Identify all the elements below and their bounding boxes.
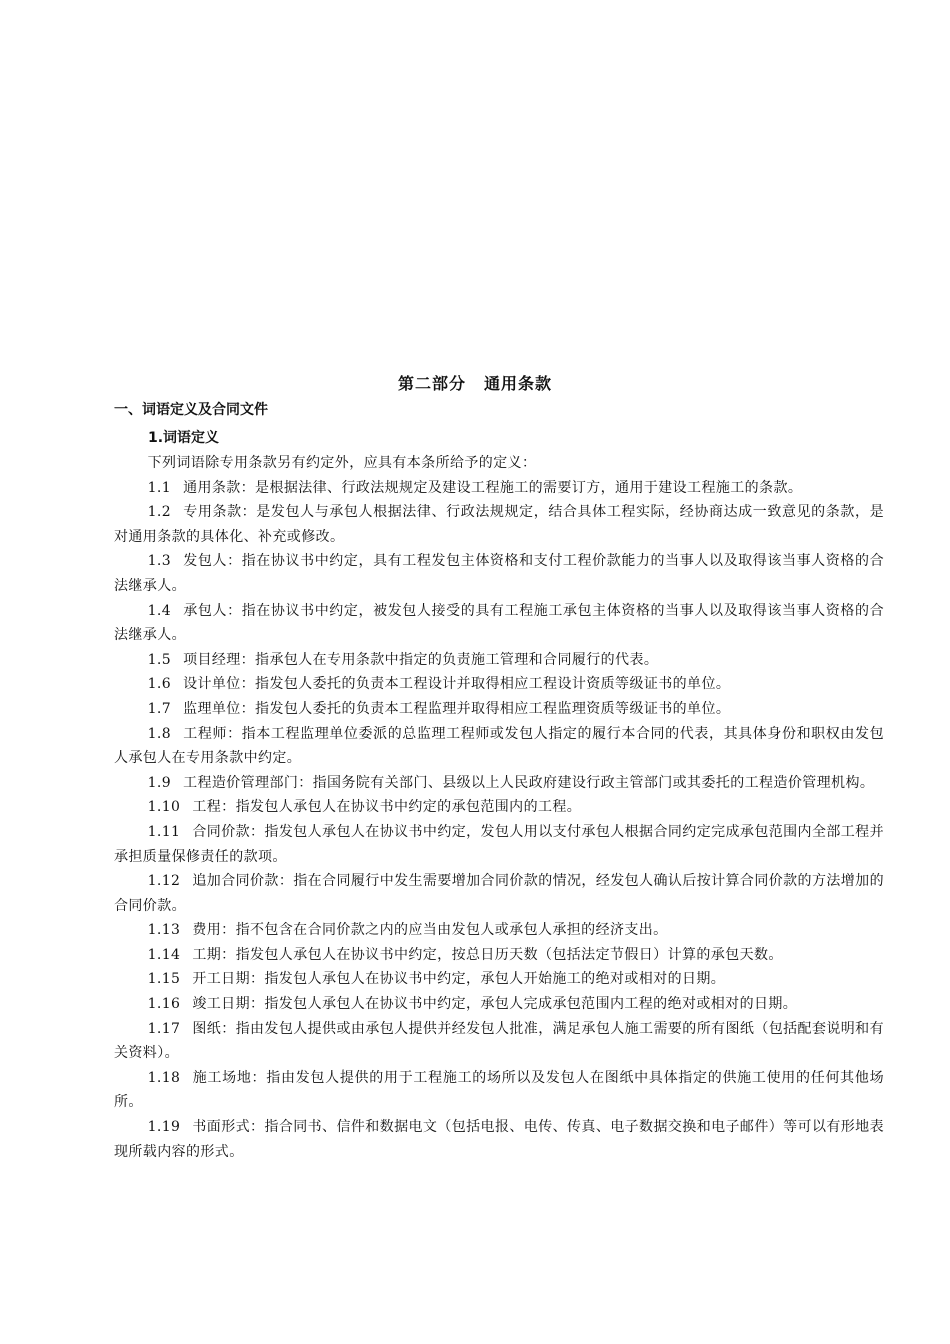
clause-paragraph <box>114 500 884 549</box>
clause-text: 开工日期：指发包人承包人在协议书中约定，承包人开始施工的绝对或相对的日期。 <box>192 971 726 988</box>
clause-paragraph <box>114 722 884 771</box>
clause-text: 工程：指发包人承包人在协议书中约定的承包范围内的工程。 <box>192 799 582 816</box>
clause-text: 合同价款：指发包人承包人在协议书中约定，发包人用以支付承包人根据合同约定完成承包范围内全部工程并承担质量保修责任的款项。 <box>114 823 884 865</box>
clause-text: 专用条款：是发包人与承包人根据法律、行政法规规定，结合具体工程实际，经协商达成一致意见的条款，是对通用条款的具体化、补充或修改。 <box>114 504 884 545</box>
clause-paragraph <box>114 771 884 796</box>
clause-text: 图纸：指由发包人提供或由承包人提供并经发包人批准，满足承包人施工需要的所有图纸（包括配套说明和有关资料）。 <box>114 1020 884 1062</box>
clause-number: 1.8 <box>147 725 172 742</box>
clause-paragraph <box>114 795 884 820</box>
clause-text: 工程师：指本工程监理单位委派的总监理工程师或发包人指定的履行本合同的代表，其具体身份和职权由发包人承包人在专用条款中约定。 <box>114 725 884 767</box>
clause-text: 项目经理：指承包人在专用条款中指定的负责施工管理和合同履行的代表。 <box>183 651 659 668</box>
section-heading: 一、词语定义及合同文件 <box>114 402 268 418</box>
clause-number: 1.13 <box>147 922 181 939</box>
clause-number: 1.3 <box>147 553 172 570</box>
part-title <box>0 372 950 396</box>
clause-number: 1.12 <box>147 873 181 890</box>
clause-list <box>114 451 884 1164</box>
clause-paragraph <box>114 1066 884 1115</box>
clause-number: 1.17 <box>147 1020 181 1037</box>
clause-text: 承包人：指在协议书中约定，被发包人接受的具有工程施工承包主体资格的当事人以及取得该当事人资格的合法继承人。 <box>114 602 884 644</box>
clause-number: 1.4 <box>147 602 172 619</box>
clause-text: 工程造价管理部门：指国务院有关部门、县级以上人民政府建设行政主管部门或其委托的工程造价管理机构。 <box>183 774 875 791</box>
clause-number: 1.16 <box>147 996 181 1013</box>
clause-number: 1.10 <box>147 799 181 816</box>
clause-text: 发包人：指在协议书中约定，具有工程发包主体资格和支付工程价款能力的当事人以及取得该当事人资格的合法继承人。 <box>114 553 884 594</box>
clause-number: 1.18 <box>147 1069 181 1086</box>
part-title-name: 通用条款 <box>484 374 553 393</box>
clause-number: 1.11 <box>147 823 181 840</box>
clause-text: 工期：指发包人承包人在协议书中约定，按总日历天数（包括法定节假日）计算的承包天数。 <box>192 946 783 963</box>
clause-number: 1.9 <box>147 774 172 791</box>
clause-paragraph <box>114 476 884 501</box>
clause-number: 1.7 <box>147 700 172 717</box>
clause-number: 1.2 <box>147 504 172 521</box>
clause-text: 通用条款：是根据法律、行政法规规定及建设工程施工的需要订方，通用于建设工程施工的条款。 <box>183 479 803 496</box>
sub-heading: 1.词语定义 <box>148 430 220 446</box>
clause-text: 追加合同价款：指在合同履行中发生需要增加合同价款的情况，经发包人确认后按计算合同价款的方法增加的合同价款。 <box>114 873 884 914</box>
clause-paragraph <box>114 943 884 968</box>
clause-paragraph <box>114 967 884 992</box>
part-title-number: 第二部分 <box>397 374 466 393</box>
clause-paragraph <box>114 599 884 648</box>
clause-text: 设计单位：指发包人委托的负责本工程设计并取得相应工程设计资质等级证书的单位。 <box>183 676 731 693</box>
clause-paragraph <box>114 1115 884 1164</box>
clause-text: 施工场地：指由发包人提供的用于工程施工的场所以及发包人在图纸中具体指定的供施工使用的任何其他场所。 <box>114 1069 884 1111</box>
clause-paragraph <box>114 820 884 869</box>
intro-paragraph: 下列词语除专用条款另有约定外，应具有本条所给予的定义： <box>147 455 537 471</box>
clause-text: 书面形式：指合同书、信件和数据电文（包括电报、电传、传真、电子数据交换和电子邮件）等可以有形地表现所载内容的形式。 <box>114 1119 884 1160</box>
clause-number: 1.6 <box>147 676 172 693</box>
clause-text: 竣工日期：指发包人承包人在协议书中约定，承包人完成承包范围内工程的绝对或相对的日期。 <box>192 996 798 1013</box>
clause-number: 1.14 <box>147 946 181 963</box>
clause-number: 1.5 <box>147 651 172 668</box>
clause-text: 费用：指不包含在合同价款之内的应当由发包人或承包人承担的经济支出。 <box>192 922 668 939</box>
clause-paragraph <box>114 1017 884 1066</box>
clause-number: 1.15 <box>147 971 181 988</box>
clause-paragraph <box>114 648 884 673</box>
clause-paragraph <box>114 549 884 598</box>
clause-paragraph <box>114 869 884 918</box>
clause-text: 监理单位：指发包人委托的负责本工程监理并取得相应工程监理资质等级证书的单位。 <box>183 700 731 717</box>
clause-paragraph <box>114 992 884 1017</box>
clause-paragraph <box>114 672 884 697</box>
clause-paragraph <box>114 918 884 943</box>
clause-number: 1.19 <box>147 1119 181 1136</box>
clause-paragraph <box>114 697 884 722</box>
clause-number: 1.1 <box>147 479 172 496</box>
